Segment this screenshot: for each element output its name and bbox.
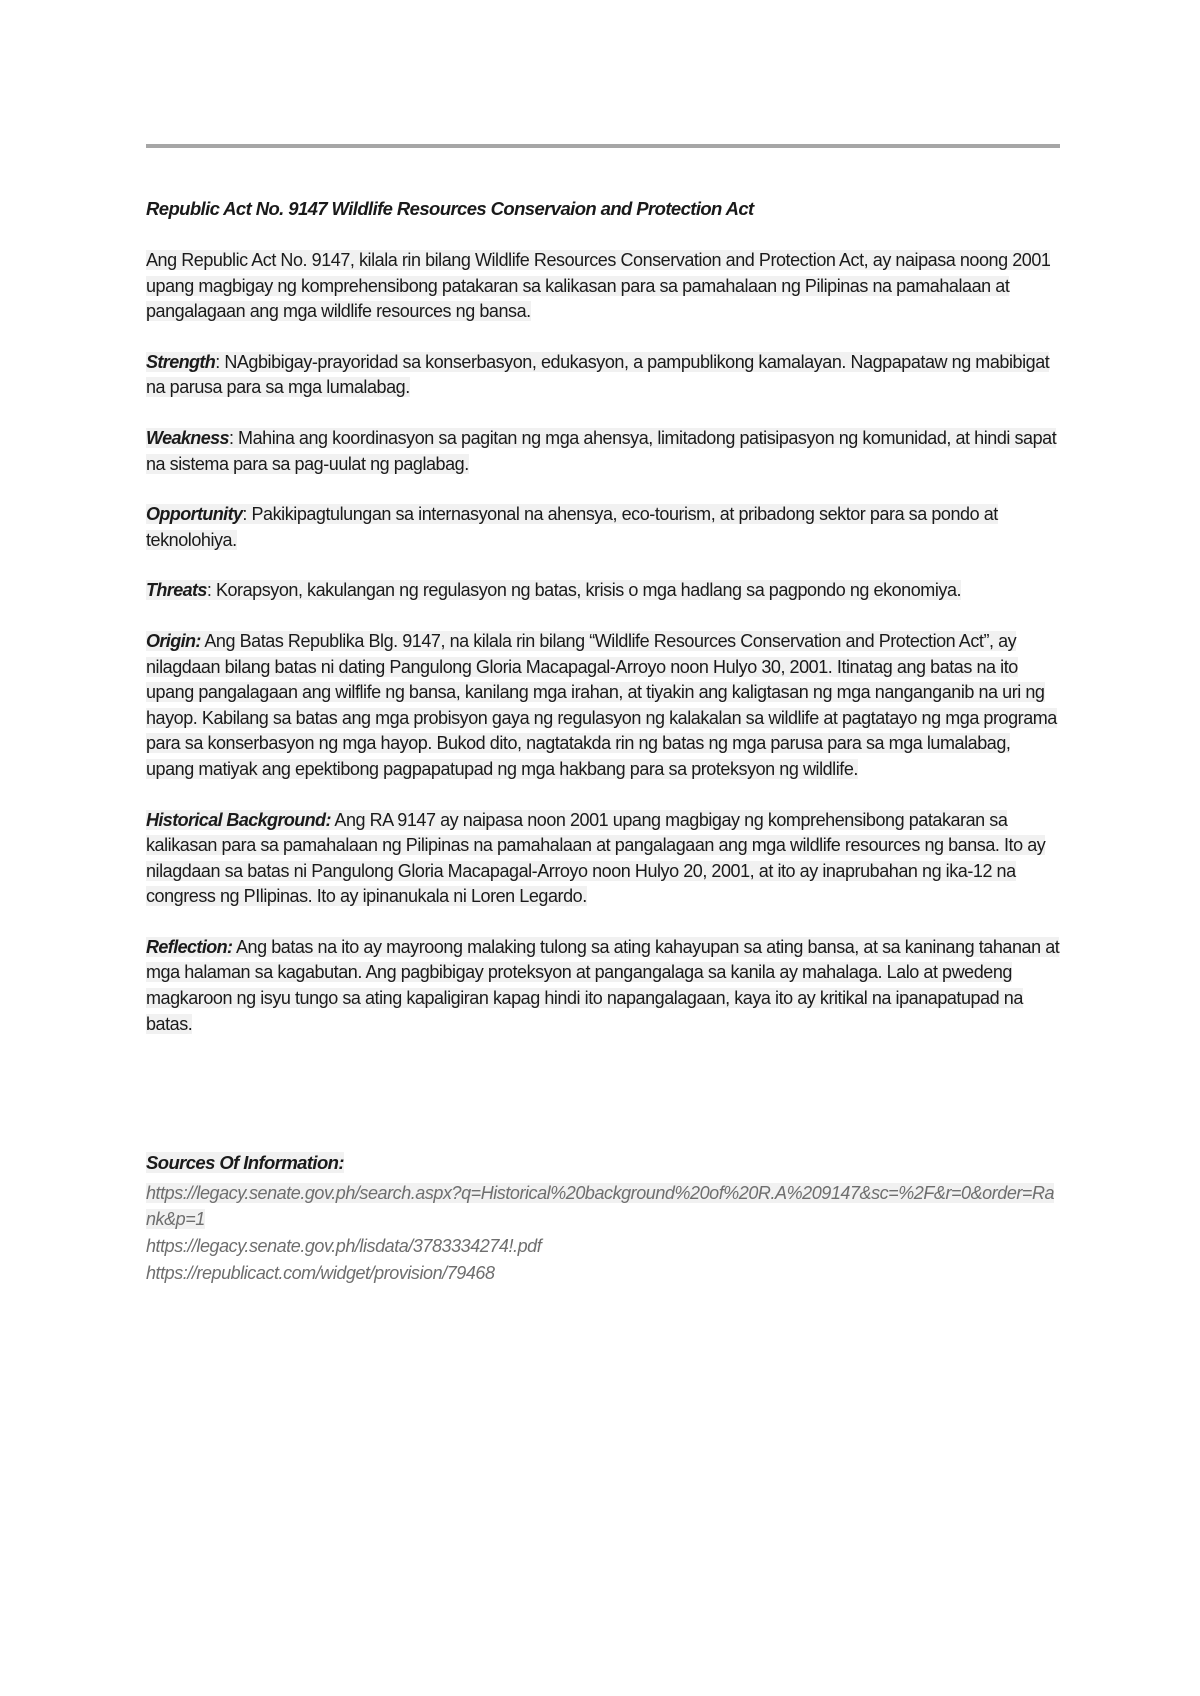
section-separator: : [206, 580, 216, 601]
section-label: Strength [146, 351, 216, 372]
section-label: Opportunity [146, 504, 243, 525]
section-separator: : [242, 504, 252, 525]
section-label: Weakness [146, 427, 229, 448]
source-link-republicact[interactable] [146, 1260, 1060, 1286]
section-label: Historical Background: [146, 809, 331, 830]
section-label: Reflection: [146, 936, 233, 957]
source-link-text[interactable]: https://legacy.senate.gov.ph/lisdata/3783334274!.pdf [146, 1236, 542, 1256]
sources-section [146, 1150, 1060, 1287]
source-link-senate-search[interactable] [146, 1180, 1060, 1232]
section-label: Origin: [146, 630, 201, 651]
section-text: Pakikipagtulungan sa internasyonal na ahensya, eco-tourism, at pribadong sektor para sa pondo at teknolohiya. [146, 504, 998, 550]
section-text: Ang batas na ito ay mayroong malaking tulong sa ating kahayupan sa ating bansa, at sa kaninang tahanan at mga halaman sa kagabutan. Ang pagbibigay proteksyon at pangangalaga sa kanila ay mahalaga. Lalo at pwedeng magkaroon ng isyu tungo sa ating kapaligiran kapag hindi ito napangalagaan, kaya ito ay kritikal na ipanapatupad na batas. [146, 936, 1060, 1034]
section-reflection [146, 935, 1060, 1037]
document-title: Republic Act No. 9147 Wildlife Resources Conservaion and Protection Act [146, 198, 754, 219]
sources-heading-text: Sources Of Information: [146, 1152, 344, 1173]
intro-text: Ang Republic Act No. 9147, kilala rin bilang Wildlife Resources Conservation and Protection Act, ay naipasa noong 2001 upang magbigay ng komprehensibong patakaran sa kalikasan para sa pamahalaan ng Pilipinas na pamahalaan at pangalagaan ang mga wildlife resources ng bansa. [146, 250, 1051, 322]
section-separator: : [228, 427, 239, 448]
section-threats [146, 578, 1060, 604]
section-text: Ang Batas Republika Blg. 9147, na kilala rin bilang “Wildlife Resources Conservation and Protection Act”, ay nilagdaan bilang batas ni dating Pangulong Gloria Macapagal-Arroyo noon Hulyo 30, 2001. Itinatag ang batas na ito upang pangalagaan ang wilflife ng bansa, kanilang mga irahan, at tiyakin ang kaligtasan ng mga nanganganib na uri ng hayop. Kabilang sa batas ang mga probisyon gaya ng regulasyon ng kalakalan sa wildlife at pagtatayo ng mga programa para sa konserbasyon ng mga hayop. Bukod dito, nagtatakda rin ng batas ng mga parusa para sa mga lumalabag, upang matiyak ang epektibong pagpapatupad ng mga hakbang para sa proteksyon ng wildlife. [146, 630, 1057, 779]
source-link-text[interactable]: https://legacy.senate.gov.ph/search.aspx?q=Historical%20background%20of%20R.A%209147&sc=%2F&r=0&order=Rank&p=1 [146, 1183, 1055, 1229]
section-text: Ang RA 9147 ay naipasa noon 2001 upang magbigay ng komprehensibong patakaran sa kalikasan para sa pamahalaan ng Pilipinas na pamahalaan at pangalagaan ang mga wildlife resources ng bansa. Ito ay nilagdaan sa batas ni Pangulong Gloria Macapagal-Arroyo noon Hulyo 20, 2001, at ito ay inaprubahan ng ika-12 na congress ng PIlipinas. Ito ay ipinanukala ni Loren Legardo. [146, 809, 1046, 907]
section-weakness [146, 426, 1060, 477]
intro-paragraph [146, 248, 1060, 325]
source-link-senate-pdf[interactable] [146, 1233, 1060, 1259]
section-separator: : [215, 351, 225, 372]
section-historical-background [146, 808, 1060, 910]
section-label: Threats [146, 580, 207, 601]
section-text: Mahina ang koordinasyon sa pagitan ng mga ahensya, limitadong patisipasyon ng komunidad, at hindi sapat na sistema para sa pag-uulat ng paglabag. [146, 427, 1057, 474]
section-origin [146, 629, 1060, 783]
section-text: Korapsyon, kakulangan ng regulasyon ng batas, krisis o mga hadlang sa pagpondo ng ekonomiya. [215, 580, 962, 601]
section-text: NAgbibigay-prayoridad sa konserbasyon, edukasyon, a pampublikong kamalayan. Nagpapataw ng mabibigat na parusa para sa mga lumalabag. [146, 351, 1050, 398]
sources-heading [146, 1150, 1060, 1176]
top-divider [146, 144, 1060, 148]
section-strength [146, 350, 1060, 401]
document-body [146, 196, 1060, 1062]
section-opportunity [146, 502, 1060, 553]
source-link-text[interactable]: https://republicact.com/widget/provision/79468 [146, 1263, 495, 1283]
